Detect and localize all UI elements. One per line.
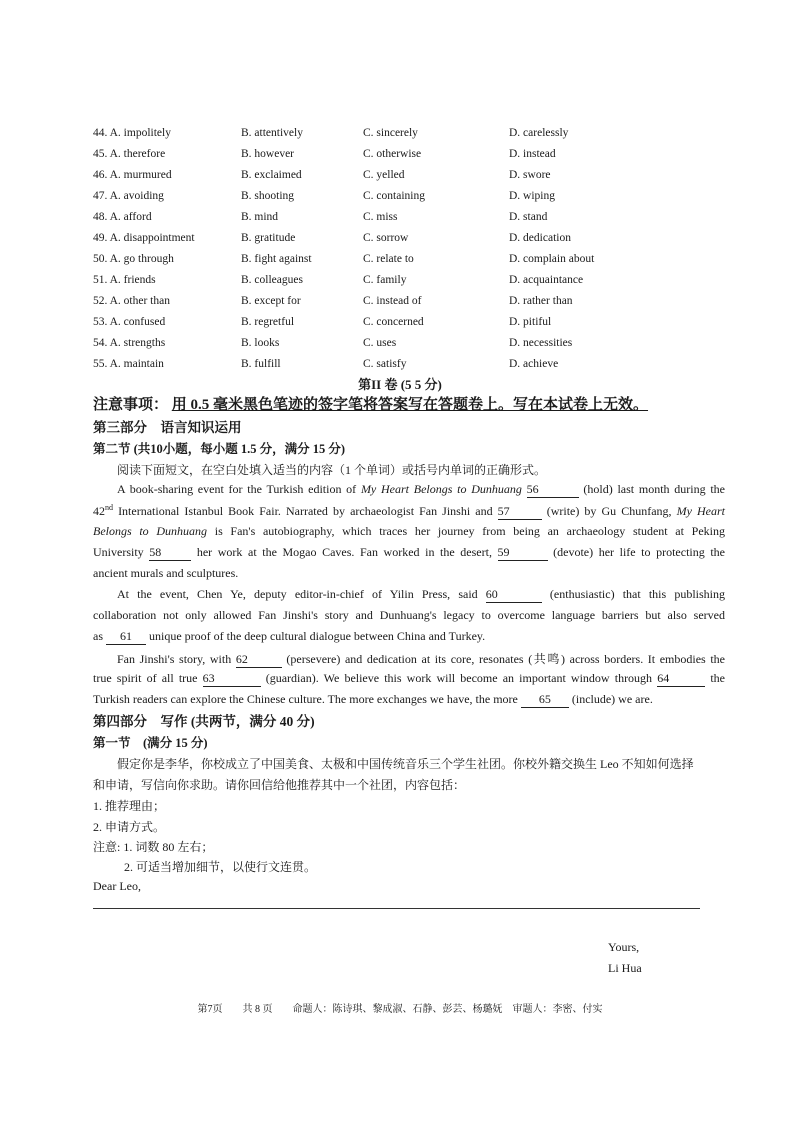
passage-line: true spirit of all true 63 (guardian). We believe this work will become an important window through 64 the — [93, 671, 725, 685]
option-a: 46. A. murmured — [93, 168, 172, 181]
passage-line: as 61 unique proof of the deep cultural dialogue between China and Turkey. — [93, 629, 486, 643]
option-c: C. uses — [363, 336, 397, 349]
part4-title: 第四部分 写作 (共两节，满分 40 分) — [93, 714, 315, 729]
blank-59[interactable]: 59 — [498, 545, 548, 561]
option-b: B. exclaimed — [241, 168, 302, 181]
passage-line: At the event, Chen Ye, deputy editor-in-chief of Yilin Press, said 60 (enthusiastic) that this publishing — [117, 587, 726, 601]
option-c: C. miss — [363, 210, 398, 223]
option-b: B. regretful — [241, 315, 295, 328]
passage-line: A book-sharing event for the Turkish edition of My Heart Belongs to Dunhuang 56 (hold) last month during the — [117, 482, 726, 496]
option-b: B. gratitude — [241, 231, 296, 244]
option-d: D. rather than — [509, 294, 573, 307]
option-b: B. except for — [241, 294, 301, 307]
question-number: 44. — [93, 126, 108, 139]
passage-line: Turkish readers can explore the Chinese culture. The more exchanges we have, the more 65 (include) we are. — [93, 692, 653, 706]
blank-60[interactable]: 60 — [486, 587, 542, 603]
question-number: 53. — [93, 315, 108, 328]
part3-section2-title: 第二节 (共10小题，每小题 1.5 分，满分 15 分) — [93, 442, 346, 456]
option-a: 55. A. maintain — [93, 357, 164, 370]
question-number: 48. — [93, 210, 108, 223]
option-c: C. sincerely — [363, 126, 418, 139]
notice — [93, 393, 648, 414]
option-d: D. pitiful — [509, 315, 552, 328]
passage-line: ancient murals and sculptures. — [93, 566, 239, 580]
option-d: D. acquaintance — [509, 273, 584, 286]
option-a: 45. A. therefore — [93, 147, 166, 160]
question-number: 50. — [93, 252, 108, 265]
option-b: B. fulfill — [241, 357, 281, 370]
option-b: B. mind — [241, 210, 279, 223]
writing-note-1: 注意: 1. 词数 80 左右； — [93, 840, 214, 854]
option-d: D. achieve — [509, 357, 559, 370]
option-b: B. fight against — [241, 252, 312, 265]
option-c: C. concerned — [363, 315, 424, 328]
option-row — [93, 143, 733, 164]
question-number: 54. — [93, 336, 108, 349]
writing-prompt: 和申请，写信向你求助。请你回信给他推荐其中一个社团，内容包括： — [93, 778, 466, 792]
closing: Yours, — [608, 940, 640, 954]
passage-line: collaboration not only allowed Fan Jinshi's story and Dunhuang's legacy to overcome language barriers but also served — [93, 608, 725, 622]
option-c: C. relate to — [363, 252, 414, 265]
cloze-instruction: 阅读下面短文，在空白处填入适当的内容（1 个单词）或括号内单词的正确形式。 — [117, 463, 547, 477]
writing-note-2: 2. 可适当增加细节，以使行文连贯。 — [124, 860, 317, 874]
volume-2-title: 第II 卷 (5 5 分) — [358, 377, 442, 392]
question-number: 52. — [93, 294, 108, 307]
option-c: C. otherwise — [363, 147, 422, 160]
blank-56[interactable]: 56 — [527, 482, 579, 498]
question-number: 51. — [93, 273, 108, 286]
option-row — [93, 290, 733, 311]
option-d: D. complain about — [509, 252, 595, 265]
option-row — [93, 353, 733, 374]
option-b: B. attentively — [241, 126, 303, 139]
notice-text: 用 0.5 毫米黑色笔迹的签字笔将答案写在答题卷上。写在本试卷上无效。 — [171, 397, 649, 413]
option-a: 50. A. go through — [93, 252, 174, 265]
option-a: 52. A. other than — [93, 294, 170, 307]
part3-title: 第三部分 语言知识运用 — [93, 420, 242, 435]
passage-line: 42nd International Istanbul Book Fair. Narrated by archaeologist Fan Jinshi and 57 (write) by Gu Chunfang, My Heart — [93, 503, 725, 518]
writing-line — [93, 908, 700, 909]
option-d: D. necessities — [509, 336, 573, 349]
passage-line: Fan Jinshi's story, with 62 (persevere) and dedication at its core, resonates (共鸣) across borders. It embodies the — [117, 652, 725, 666]
blank-64[interactable]: 64 — [657, 671, 705, 687]
blank-65[interactable]: 65 — [521, 692, 569, 708]
option-b: B. colleagues — [241, 273, 303, 286]
part4-section1-title: 第一节 (满分 15 分) — [93, 736, 208, 750]
option-a: 48. A. afford — [93, 210, 152, 223]
writing-prompt: 假定你是李华，你校成立了中国美食、太极和中国传统音乐三个学生社团。你校外籍交换生 Leo 不知如何选择 — [117, 757, 694, 771]
option-c: C. sorrow — [363, 231, 409, 244]
passage-line: University 58 her work at the Mogao Caves. Fan worked in the desert, 59 (devote) her life to protecting the — [93, 545, 725, 559]
option-row — [93, 185, 733, 206]
book-title: My Heart Belongs to Dunhuang — [360, 482, 522, 496]
option-a: 54. A. strengths — [93, 336, 166, 349]
option-a: 51. A. friends — [93, 273, 156, 286]
option-b: B. however — [241, 147, 295, 160]
option-row — [93, 269, 733, 290]
option-b: B. shooting — [241, 189, 295, 202]
question-number: 45. — [93, 147, 108, 160]
option-row — [93, 227, 733, 248]
option-c: C. yelled — [363, 168, 405, 181]
blank-57[interactable]: 57 — [498, 504, 542, 520]
writing-point-1: 1. 推荐理由； — [93, 799, 166, 813]
option-row — [93, 122, 733, 143]
option-c: C. instead of — [363, 294, 422, 307]
option-c: C. containing — [363, 189, 425, 202]
question-number: 47. — [93, 189, 108, 202]
options-table — [93, 122, 733, 374]
writing-point-2: 2. 申请方式。 — [93, 820, 166, 834]
option-d: D. carelessly — [509, 126, 569, 139]
option-d: D. instead — [509, 147, 556, 160]
option-a: 53. A. confused — [93, 315, 166, 328]
blank-58[interactable]: 58 — [149, 545, 191, 561]
blank-63[interactable]: 63 — [203, 671, 261, 687]
option-row — [93, 164, 733, 185]
option-a: 47. A. avoiding — [93, 189, 164, 202]
option-d: D. dedication — [509, 231, 571, 244]
option-d: D. wiping — [509, 189, 555, 202]
blank-62[interactable]: 62 — [236, 652, 282, 668]
blank-61[interactable]: 61 — [106, 629, 146, 645]
option-d: D. stand — [509, 210, 548, 223]
option-b: B. looks — [241, 336, 280, 349]
option-d: D. swore — [509, 168, 551, 181]
notice-label: 注意事项： — [93, 397, 169, 413]
option-row — [93, 248, 733, 269]
question-number: 49. — [93, 231, 108, 244]
passage-line: Belongs to Dunhuang is Fan's autobiography, which traces her journey from being an archaeology student at Peking — [93, 524, 725, 538]
option-row — [93, 311, 733, 332]
option-c: C. family — [363, 273, 407, 286]
question-number: 46. — [93, 168, 108, 181]
option-a: 44. A. impolitely — [93, 126, 171, 139]
question-number: 55. — [93, 357, 108, 370]
salutation: Dear Leo, — [93, 879, 141, 893]
option-a: 49. A. disappointment — [93, 231, 195, 244]
option-row — [93, 206, 733, 227]
option-row — [93, 332, 733, 353]
signature: Li Hua — [608, 961, 642, 975]
option-c: C. satisfy — [363, 357, 407, 370]
page-footer: 第7页 共 8 页 命题人：陈诗琪、黎成淑、石静、彭芸、杨璐妩 审题人：李密、付实 — [197, 1004, 603, 1015]
